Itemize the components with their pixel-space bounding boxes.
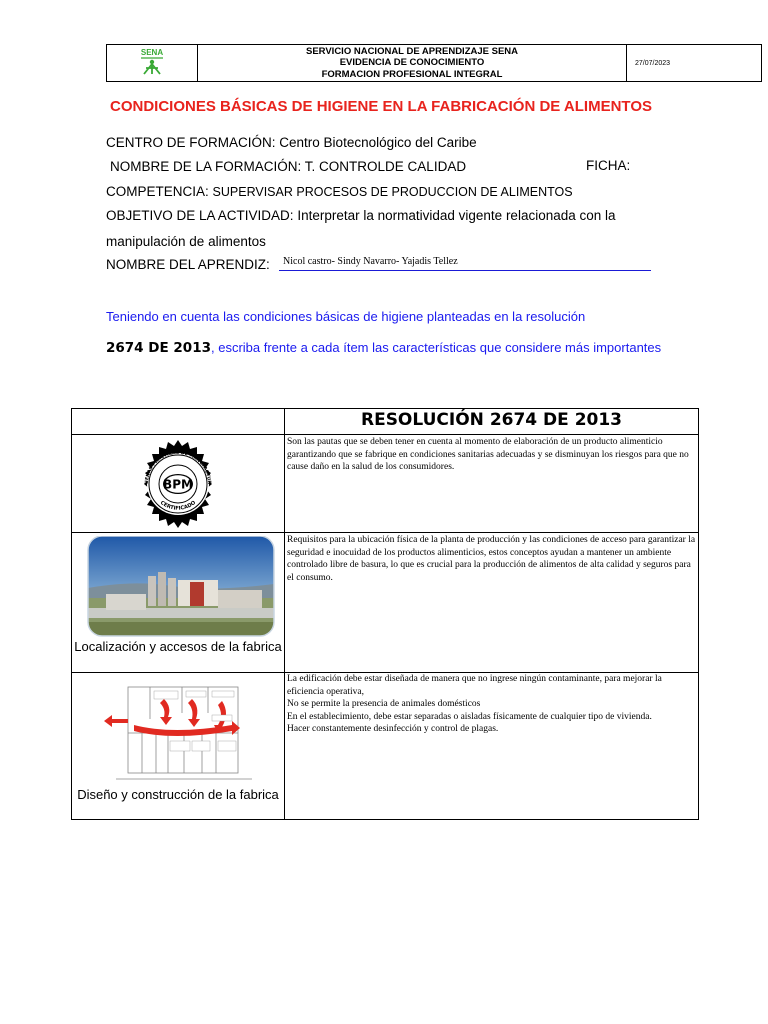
formacion-value: T. CONTROLDE CALIDAD — [304, 159, 467, 174]
location-cell — [72, 533, 285, 673]
formacion-field — [110, 159, 466, 174]
table-row — [72, 435, 699, 533]
ficha-label: FICHA: — [586, 158, 631, 173]
objetivo-field — [106, 208, 616, 223]
aprendiz-value: Nicol castro- Sindy Navarro- Yajadis Tellez — [283, 256, 458, 267]
instruction-resolution: 2674 DE 2013 — [106, 340, 211, 356]
bpm-cell — [72, 435, 285, 533]
objetivo-value-line-2: manipulación de alimentos — [106, 234, 266, 249]
instruction-rest: , escriba frente a cada ítem las características que considere más importantes — [210, 340, 662, 355]
objetivo-label: OBJETIVO DE LA ACTIVIDAD: — [106, 208, 294, 223]
svg-text:SENA: SENA — [140, 47, 164, 57]
design-description-line-4: Hacer constantemente desinfección y control de plagas. — [287, 724, 499, 734]
aprendiz-label: NOMBRE DEL APRENDIZ: — [106, 257, 270, 272]
competencia-value: SUPERVISAR PROCESOS DE PRODUCCION DE ALIMENTOS — [212, 185, 573, 199]
sena-logo-cell — [107, 45, 198, 82]
svg-text:CERTIFICADO: CERTIFICADO — [158, 499, 198, 512]
header-center-cell — [198, 45, 627, 82]
header-line-3: FORMACION PROFESIONAL INTEGRAL — [321, 68, 503, 80]
design-description-line-1: La edificación debe estar diseñada de manera que no ingrese ningún contaminante, para mejorar la eficiencia operativa, — [287, 674, 662, 697]
objetivo-value-line-1: Interpretar la normatividad vigente relacionada con la — [297, 208, 616, 223]
sena-logo-icon — [135, 46, 169, 76]
factory-photo-icon — [72, 536, 284, 640]
location-label: Localización y accesos de la fabrica — [74, 639, 282, 654]
centro-value: Centro Biotecnológico del Caribe — [279, 135, 477, 150]
location-description: Requisitos para la ubicación física de la planta de producción y las condiciones de acceso para garantizar la seguridad e inocuidad de los productos alimenticios, estos conceptos ayudan a mantener un ambiente controlado libre de basura, lo que es crucial para la producción de alimentos de alta calidad y seguros para el consumo. — [285, 533, 699, 673]
design-description-line-3: En el establecimiento, debe estar separadas o aisladas físicamente de cualquier tipo de vivienda. — [287, 711, 652, 722]
floor-plan-diagram-icon — [72, 673, 284, 781]
bpm-seal-icon — [132, 438, 224, 530]
formacion-label: NOMBRE DE LA FORMACIÓN: — [110, 159, 302, 174]
aprendiz-underline — [279, 270, 651, 271]
header-line-2: EVIDENCIA DE CONOCIMIENTO — [339, 57, 485, 69]
svg-text:BUENAS PRÁCTICAS DE MANUFACTUR: UENAS PRÁCTICAS DE MANUFACTUR — [144, 450, 212, 484]
table-title: RESOLUCIÓN 2674 DE 2013 — [285, 409, 699, 435]
competencia-field — [106, 184, 573, 199]
header-line-1: SERVICIO NACIONAL DE APRENDIZAJE SENA — [305, 45, 519, 57]
resolution-table — [71, 408, 699, 820]
instruction-line-2 — [106, 339, 666, 357]
document-title: CONDICIONES BÁSICAS DE HIGIENE EN LA FABRICACIÓN DE ALIMENTOS — [110, 98, 652, 115]
design-label: Diseño y construcción de la fabrica — [77, 787, 279, 802]
centro-field — [106, 135, 477, 150]
table-row — [72, 533, 699, 673]
table-header-empty-cell — [72, 409, 285, 435]
design-description-line-2: No se permite la presencia de animales domésticos — [287, 699, 481, 709]
svg-text:BPM: BPM — [163, 477, 193, 491]
document-header — [106, 44, 762, 82]
design-description — [285, 673, 699, 820]
instruction-line-1: Teniendo en cuenta las condiciones básicas de higiene planteadas en la resolución — [106, 309, 586, 324]
design-cell — [72, 673, 285, 820]
bpm-description: Son las pautas que se deben tener en cuenta al momento de elaboración de un producto alimenticio garantizando que se fabrique en condiciones sanitarias adecuadas y se disminuyan los riesgos para que no cause daño en la salud de los consumidores. — [285, 435, 699, 533]
table-row — [72, 673, 699, 820]
centro-label: CENTRO DE FORMACIÓN: — [106, 135, 276, 150]
competencia-label: COMPETENCIA: — [106, 184, 209, 199]
header-date: 27/07/2023 — [627, 45, 762, 82]
